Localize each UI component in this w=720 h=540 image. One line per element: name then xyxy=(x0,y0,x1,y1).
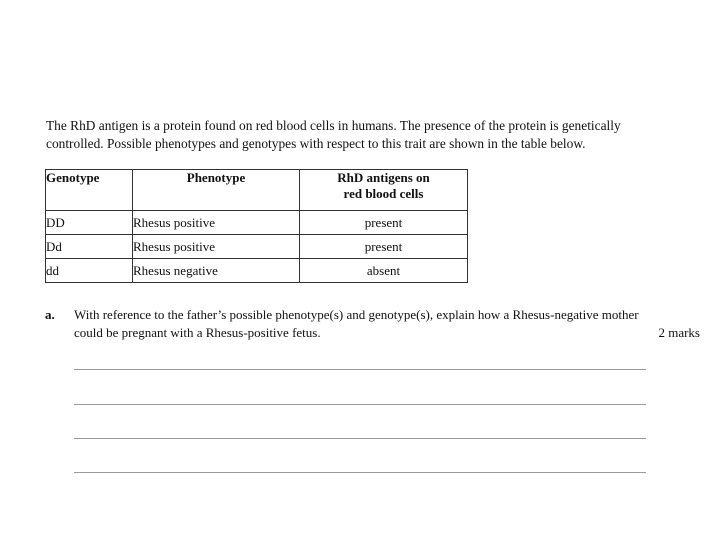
table-row xyxy=(46,211,468,235)
marks-badge: 2 marks xyxy=(658,325,700,340)
cell-antigens: present xyxy=(300,211,468,235)
answer-line[interactable] xyxy=(74,438,646,439)
cell-genotype: DD xyxy=(46,211,133,235)
cell-phenotype: Rhesus positive xyxy=(133,235,300,259)
genotype-phenotype-table xyxy=(45,169,468,283)
cell-phenotype: Rhesus negative xyxy=(133,259,300,283)
header-rhd-antigens xyxy=(300,170,468,211)
intro-paragraph: The RhD antigen is a protein found on red blood cells in humans. The presence of the protein is genetically controlled. Possible phenotypes and genotypes with respect to this trait are shown in the table below. xyxy=(46,118,621,151)
question-text: With reference to the father’s possible phenotype(s) and genotype(s), explain how a Rhesus-negative mother could be pregnant with a Rhesus-positive fetus. xyxy=(74,307,639,340)
table-row xyxy=(46,259,468,283)
cell-genotype: dd xyxy=(46,259,133,283)
cell-phenotype: Rhesus positive xyxy=(133,211,300,235)
answer-line[interactable] xyxy=(74,369,646,370)
table-row xyxy=(46,235,468,259)
header-phenotype: Phenotype xyxy=(133,170,300,211)
answer-line[interactable] xyxy=(74,472,646,473)
header-antigens-line2: red blood cells xyxy=(343,186,424,201)
answer-line[interactable] xyxy=(74,404,646,405)
cell-antigens: absent xyxy=(300,259,468,283)
table-header-row xyxy=(46,170,468,211)
header-antigens-line1: RhD antigens on xyxy=(337,170,430,185)
question-label: a. xyxy=(45,307,55,322)
cell-antigens: present xyxy=(300,235,468,259)
header-genotype: Genotype xyxy=(46,170,133,211)
cell-genotype: Dd xyxy=(46,235,133,259)
